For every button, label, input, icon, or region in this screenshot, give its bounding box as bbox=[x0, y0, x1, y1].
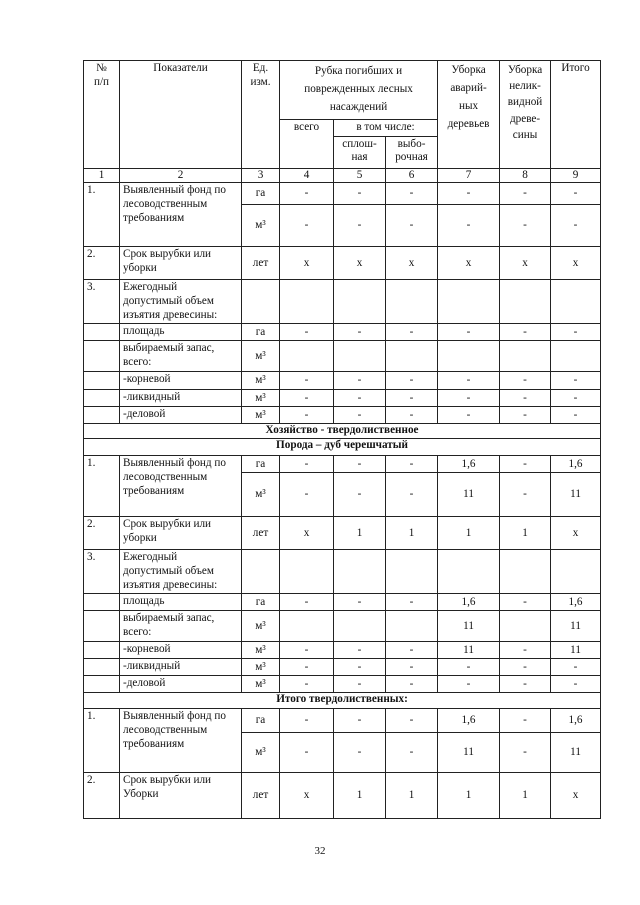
value-cell: - bbox=[438, 324, 500, 341]
value-cell: 11 bbox=[551, 642, 601, 659]
value-cell: 1,6 bbox=[438, 456, 500, 473]
value-cell bbox=[386, 611, 438, 642]
value-cell: - bbox=[334, 733, 386, 773]
value-cell bbox=[500, 341, 551, 372]
value-cell bbox=[386, 341, 438, 372]
value-cell: - bbox=[551, 659, 601, 676]
value-cell bbox=[280, 611, 334, 642]
value-cell: - bbox=[386, 473, 438, 517]
col-number: 9 bbox=[551, 168, 601, 183]
value-cell bbox=[500, 611, 551, 642]
row-label: -деловой bbox=[120, 676, 242, 693]
value-cell: 11 bbox=[438, 611, 500, 642]
unit-cell: га bbox=[242, 324, 280, 341]
unit-cell: м³ bbox=[242, 372, 280, 390]
unit-cell: га bbox=[242, 456, 280, 473]
unit-cell: лет bbox=[242, 247, 280, 280]
empty-cell bbox=[386, 550, 438, 594]
row-number: 2. bbox=[84, 773, 120, 819]
row-number: 1. bbox=[84, 709, 120, 773]
col-number: 7 bbox=[438, 168, 500, 183]
empty-cell bbox=[438, 280, 500, 324]
value-cell bbox=[334, 611, 386, 642]
value-cell: - bbox=[386, 659, 438, 676]
unit-cell: м³ bbox=[242, 659, 280, 676]
value-cell: - bbox=[386, 183, 438, 205]
unit-cell: м³ bbox=[242, 407, 280, 424]
header-total-sub: всего bbox=[280, 119, 334, 168]
value-cell: х bbox=[551, 773, 601, 819]
header-emergency bbox=[438, 61, 500, 169]
value-cell: 1 bbox=[438, 517, 500, 550]
empty-cell bbox=[84, 407, 120, 424]
value-cell: - bbox=[500, 473, 551, 517]
empty-cell bbox=[551, 550, 601, 594]
value-cell: - bbox=[334, 205, 386, 247]
value-cell: - bbox=[500, 372, 551, 390]
value-cell: 1 bbox=[438, 773, 500, 819]
value-cell: - bbox=[386, 733, 438, 773]
empty-cell bbox=[500, 550, 551, 594]
row-label: -ликвидный bbox=[120, 390, 242, 407]
empty-cell bbox=[84, 659, 120, 676]
value-cell: х bbox=[551, 247, 601, 280]
value-cell: - bbox=[386, 324, 438, 341]
header-unliquid bbox=[500, 61, 551, 169]
value-cell: - bbox=[334, 183, 386, 205]
row-label: Выявленный фонд по лесоводственным требованиям bbox=[120, 183, 242, 247]
value-cell: х bbox=[280, 773, 334, 819]
value-cell: - bbox=[280, 183, 334, 205]
header-unit-text: Ед. изм. bbox=[250, 62, 271, 88]
empty-cell bbox=[242, 280, 280, 324]
row-label: выбираемый запас, всего: bbox=[120, 611, 242, 642]
header-grand-total: Итого bbox=[551, 61, 601, 169]
value-cell: 1,6 bbox=[438, 594, 500, 611]
value-cell: - bbox=[500, 324, 551, 341]
empty-cell bbox=[84, 642, 120, 659]
value-cell: - bbox=[500, 676, 551, 693]
unit-cell: м³ bbox=[242, 390, 280, 407]
value-cell: - bbox=[334, 324, 386, 341]
value-cell: - bbox=[551, 324, 601, 341]
value-cell: - bbox=[500, 594, 551, 611]
value-cell: 1 bbox=[386, 517, 438, 550]
unit-cell: м³ bbox=[242, 205, 280, 247]
value-cell: - bbox=[386, 456, 438, 473]
value-cell: - bbox=[438, 372, 500, 390]
value-cell: - bbox=[334, 642, 386, 659]
data-table bbox=[83, 60, 601, 819]
unit-cell: м³ bbox=[242, 676, 280, 693]
value-cell bbox=[551, 341, 601, 372]
empty-cell bbox=[551, 280, 601, 324]
page-number: 32 bbox=[314, 845, 326, 857]
unit-cell: га bbox=[242, 183, 280, 205]
value-cell: - bbox=[334, 407, 386, 424]
header-unit bbox=[242, 61, 280, 169]
value-cell: 1,6 bbox=[551, 709, 601, 733]
empty-cell bbox=[84, 390, 120, 407]
value-cell: - bbox=[500, 642, 551, 659]
value-cell: - bbox=[334, 372, 386, 390]
row-label: площадь bbox=[120, 324, 242, 341]
empty-cell bbox=[386, 280, 438, 324]
empty-cell bbox=[500, 280, 551, 324]
value-cell: - bbox=[438, 659, 500, 676]
value-cell: 1,6 bbox=[551, 594, 601, 611]
value-cell: - bbox=[386, 676, 438, 693]
value-cell: - bbox=[280, 473, 334, 517]
value-cell: - bbox=[438, 407, 500, 424]
value-cell: - bbox=[280, 594, 334, 611]
value-cell bbox=[334, 341, 386, 372]
value-cell: - bbox=[386, 594, 438, 611]
section-heading: Хозяйство - твердолиственное bbox=[84, 424, 601, 439]
value-cell: - bbox=[280, 676, 334, 693]
value-cell bbox=[280, 341, 334, 372]
value-cell: - bbox=[280, 709, 334, 733]
row-label: Выявленный фонд по лесоводственным требованиям bbox=[120, 709, 242, 773]
value-cell: - bbox=[280, 205, 334, 247]
empty-cell bbox=[84, 611, 120, 642]
empty-cell bbox=[84, 594, 120, 611]
unit-cell: м³ bbox=[242, 473, 280, 517]
value-cell: 11 bbox=[438, 733, 500, 773]
value-cell: х bbox=[438, 247, 500, 280]
empty-cell bbox=[84, 341, 120, 372]
row-number: 2. bbox=[84, 247, 120, 280]
value-cell: - bbox=[280, 324, 334, 341]
value-cell: 1 bbox=[500, 773, 551, 819]
unit-cell: лет bbox=[242, 773, 280, 819]
header-including: в том числе: bbox=[334, 119, 438, 136]
header-selective bbox=[386, 136, 438, 168]
header-num-text: № п/п bbox=[93, 62, 110, 88]
empty-cell bbox=[280, 280, 334, 324]
value-cell: - bbox=[334, 676, 386, 693]
col-number: 8 bbox=[500, 168, 551, 183]
row-number: 2. bbox=[84, 517, 120, 550]
row-label: -корневой bbox=[120, 372, 242, 390]
row-number: 3. bbox=[84, 550, 120, 594]
value-cell: 1 bbox=[334, 517, 386, 550]
header-indicator: Показатели bbox=[120, 61, 242, 169]
unit-cell: м³ bbox=[242, 642, 280, 659]
header-unliquid-text: Уборка нелик- видной древе- сины bbox=[507, 64, 543, 141]
empty-cell bbox=[84, 372, 120, 390]
row-number: 1. bbox=[84, 183, 120, 247]
value-cell: - bbox=[500, 183, 551, 205]
section-heading: Итого твердолиственных: bbox=[84, 693, 601, 709]
value-cell: - bbox=[438, 390, 500, 407]
value-cell: - bbox=[280, 372, 334, 390]
value-cell: - bbox=[334, 709, 386, 733]
row-label: Срок вырубки или Уборки bbox=[120, 773, 242, 819]
unit-cell: м³ bbox=[242, 611, 280, 642]
value-cell: 1 bbox=[500, 517, 551, 550]
empty-cell bbox=[84, 676, 120, 693]
value-cell: х bbox=[334, 247, 386, 280]
row-number: 1. bbox=[84, 456, 120, 517]
value-cell: х bbox=[500, 247, 551, 280]
value-cell: х bbox=[551, 517, 601, 550]
value-cell: - bbox=[386, 372, 438, 390]
value-cell: 11 bbox=[551, 473, 601, 517]
value-cell: - bbox=[280, 390, 334, 407]
value-cell: - bbox=[280, 733, 334, 773]
unit-cell: лет bbox=[242, 517, 280, 550]
value-cell: - bbox=[280, 642, 334, 659]
value-cell: 11 bbox=[438, 473, 500, 517]
value-cell: - bbox=[334, 456, 386, 473]
value-cell: 11 bbox=[551, 733, 601, 773]
value-cell: - bbox=[551, 205, 601, 247]
value-cell: - bbox=[386, 642, 438, 659]
value-cell: - bbox=[500, 205, 551, 247]
value-cell: - bbox=[551, 183, 601, 205]
value-cell: - bbox=[551, 676, 601, 693]
value-cell bbox=[438, 341, 500, 372]
value-cell: - bbox=[386, 407, 438, 424]
header-num bbox=[84, 61, 120, 169]
row-label: -деловой bbox=[120, 407, 242, 424]
value-cell: 1 bbox=[334, 773, 386, 819]
empty-cell bbox=[438, 550, 500, 594]
empty-cell bbox=[280, 550, 334, 594]
value-cell: 1,6 bbox=[551, 456, 601, 473]
value-cell: - bbox=[500, 456, 551, 473]
value-cell: - bbox=[334, 390, 386, 407]
value-cell: 11 bbox=[438, 642, 500, 659]
col-number: 2 bbox=[120, 168, 242, 183]
value-cell: - bbox=[334, 473, 386, 517]
value-cell: - bbox=[500, 390, 551, 407]
col-number: 3 bbox=[242, 168, 280, 183]
value-cell: - bbox=[500, 709, 551, 733]
row-label: Ежегодный допустимый объем изъятия древесины: bbox=[120, 280, 242, 324]
section-heading: Порода – дуб черешчатый bbox=[84, 439, 601, 456]
row-label: Ежегодный допустимый объем изъятия древесины: bbox=[120, 550, 242, 594]
value-cell: - bbox=[438, 183, 500, 205]
value-cell: 1,6 bbox=[438, 709, 500, 733]
value-cell: - bbox=[386, 205, 438, 247]
row-label: Выявленный фонд по лесоводственным требованиям bbox=[120, 456, 242, 517]
value-cell: - bbox=[334, 659, 386, 676]
row-number: 3. bbox=[84, 280, 120, 324]
value-cell: - bbox=[438, 676, 500, 693]
value-cell: - bbox=[500, 659, 551, 676]
row-label: -корневой bbox=[120, 642, 242, 659]
row-label: -ликвидный bbox=[120, 659, 242, 676]
value-cell: - bbox=[280, 407, 334, 424]
header-solid-text: сплош- ная bbox=[342, 137, 377, 164]
empty-cell bbox=[334, 550, 386, 594]
row-label: выбираемый запас, всего: bbox=[120, 341, 242, 372]
col-number: 4 bbox=[280, 168, 334, 183]
col-number: 5 bbox=[334, 168, 386, 183]
unit-cell: га bbox=[242, 709, 280, 733]
header-solid bbox=[334, 136, 386, 168]
value-cell: х bbox=[280, 517, 334, 550]
col-number: 6 bbox=[386, 168, 438, 183]
value-cell: 1 bbox=[386, 773, 438, 819]
row-label: Срок вырубки или уборки bbox=[120, 517, 242, 550]
value-cell: - bbox=[500, 407, 551, 424]
value-cell: - bbox=[551, 372, 601, 390]
empty-cell bbox=[334, 280, 386, 324]
empty-cell bbox=[84, 324, 120, 341]
empty-cell bbox=[242, 550, 280, 594]
unit-cell: м³ bbox=[242, 733, 280, 773]
header-emergency-text: Уборка аварий- ных деревьев bbox=[447, 64, 490, 130]
value-cell: - bbox=[280, 456, 334, 473]
value-cell: - bbox=[386, 709, 438, 733]
unit-cell: м³ bbox=[242, 341, 280, 372]
value-cell: - bbox=[334, 594, 386, 611]
value-cell: х bbox=[386, 247, 438, 280]
value-cell: - bbox=[386, 390, 438, 407]
value-cell: - bbox=[280, 659, 334, 676]
value-cell: - bbox=[438, 205, 500, 247]
header-selective-text: выбо- рочная bbox=[395, 137, 428, 164]
col-number: 1 bbox=[84, 168, 120, 183]
row-label: Срок вырубки или уборки bbox=[120, 247, 242, 280]
value-cell: - bbox=[551, 390, 601, 407]
header-felling: Рубка погибших и поврежденных лесных насаждений bbox=[280, 61, 438, 120]
row-label: площадь bbox=[120, 594, 242, 611]
value-cell: - bbox=[551, 407, 601, 424]
value-cell: - bbox=[500, 733, 551, 773]
unit-cell: га bbox=[242, 594, 280, 611]
value-cell: 11 bbox=[551, 611, 601, 642]
value-cell: х bbox=[280, 247, 334, 280]
